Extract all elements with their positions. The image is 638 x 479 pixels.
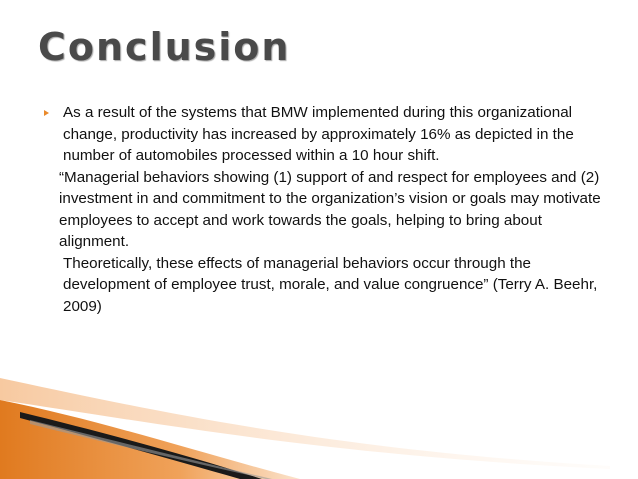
quote-paragraph-continued: Theoretically, these effects of managerial behaviors occur through the development of employee trust, morale, and value congruence” (Terry A. Beehr, 2009) — [63, 254, 598, 315]
paragraph-text: As a result of the systems that BMW implemented during this organizational change, productivity has increased by approximately 16% as depicted in the number of automobiles processed within a 10 hour shift. — [63, 104, 574, 164]
decorative-swoosh-graphic — [0, 360, 638, 479]
slide-body — [44, 102, 606, 317]
triangle-bullet-icon — [44, 110, 49, 116]
bullet-paragraph — [63, 102, 606, 167]
quote-paragraph: “Managerial behaviors showing (1) support of and respect for employees and (2) investment in and commitment to the organization’s vision or goals may motivate employees to accept and work towards the goals, helping to bring about alignment. — [59, 168, 601, 250]
slide-title: Conclusion — [38, 25, 291, 69]
